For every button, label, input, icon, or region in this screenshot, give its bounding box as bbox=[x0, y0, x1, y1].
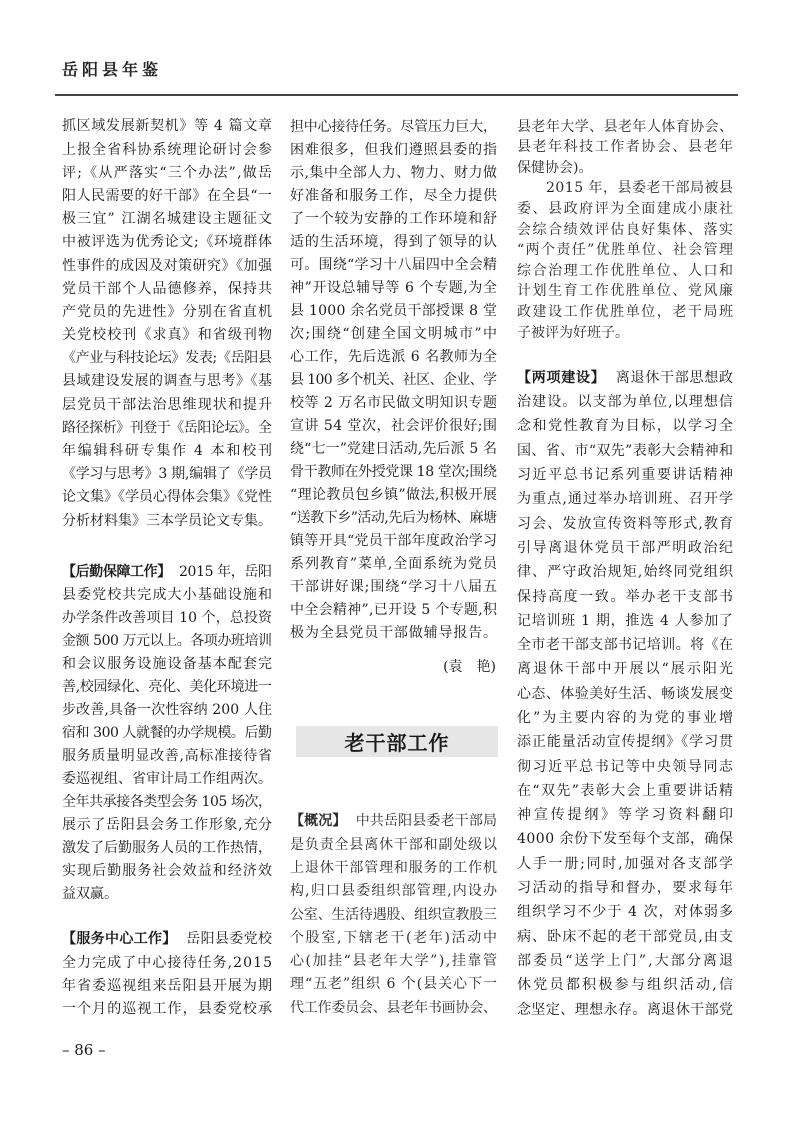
text-line bbox=[62, 837, 272, 860]
text-line bbox=[517, 585, 733, 609]
line-text: 保持高度一致。举办老干支部书 bbox=[517, 588, 735, 605]
text-line bbox=[517, 706, 736, 730]
text-line bbox=[517, 900, 733, 924]
line-text: 次;围绕“创建全国文明城市”中 bbox=[290, 325, 499, 342]
section-heading: 【后勤保障工作】 bbox=[62, 563, 171, 580]
text-line bbox=[62, 440, 272, 463]
text-line bbox=[517, 536, 733, 560]
text-line bbox=[517, 949, 736, 973]
line-text: 子被评为好班子。 bbox=[517, 324, 629, 341]
line-text: 上退休干部管理和服务的工作机 bbox=[290, 859, 498, 876]
line-text: 2015 年，县委老干部局被县 bbox=[517, 180, 734, 197]
text-line bbox=[62, 630, 272, 653]
line-text: 4000 余份下发至每个支部，确保 bbox=[517, 831, 734, 848]
text-line bbox=[517, 463, 733, 487]
text-line bbox=[517, 827, 733, 851]
line-text: 引导离退休党员干部严明政治纪 bbox=[517, 539, 735, 556]
text-block bbox=[62, 928, 272, 1021]
line-text: “理论教员包乡镇”做法,积极开展 bbox=[290, 486, 498, 503]
text-line bbox=[290, 904, 497, 927]
line-text: 县域建设发展的调查与思考》《基 bbox=[62, 373, 273, 390]
line-text: 县 1000 余名党员干部授课 8 堂 bbox=[290, 302, 498, 319]
line-text: 绕“七一”党建日活动,先后派 5 名 bbox=[290, 440, 498, 457]
line-text: 系列教育”菜单,全面系统为党员 bbox=[290, 555, 498, 572]
header-rule bbox=[55, 94, 738, 96]
line-text: 路径探析》刊登于《岳阳论坛》。全 bbox=[62, 419, 272, 436]
line-text: 添正能量活动宣传提纲》《学习贯 bbox=[517, 734, 734, 751]
line-text: 会综合绩效评估良好集体、落实 bbox=[517, 221, 735, 238]
text-line bbox=[62, 928, 272, 951]
text-line bbox=[62, 162, 272, 185]
line-text: 骨干教师在外授党课 18 堂次;围绕 bbox=[290, 463, 497, 480]
text-line bbox=[290, 927, 497, 950]
text-line bbox=[290, 997, 497, 1020]
text-line bbox=[62, 185, 272, 208]
text-line bbox=[62, 255, 272, 278]
text-line bbox=[290, 208, 497, 231]
line-text: 论文集》《学员心得体会集》《党性 bbox=[62, 489, 272, 506]
line-text: 关党校校刊《求真》和省级刊物 bbox=[62, 327, 274, 344]
text-line bbox=[517, 487, 733, 511]
text-line bbox=[62, 208, 272, 231]
text-line bbox=[62, 510, 272, 533]
text-line bbox=[62, 768, 272, 791]
text-line bbox=[517, 158, 733, 179]
text-line bbox=[62, 791, 272, 814]
author-credit: (袁 艳) bbox=[443, 659, 496, 675]
line-text: 理“五老”组织 6 个(县关心下一 bbox=[290, 976, 498, 993]
text-line bbox=[290, 857, 497, 880]
line-text: 在“双先”表彰大会上重要讲话精 bbox=[517, 782, 735, 799]
line-text: 金额 500 万元以上。各项办班培训 bbox=[62, 632, 272, 649]
line-text: 病、卧床不起的老干部党员,由支 bbox=[517, 928, 735, 945]
line-text: 是负责全县离休干部和副处级以 bbox=[290, 836, 498, 853]
line-text: 念坚定、理想永存。离退休干部党 bbox=[517, 1001, 734, 1018]
text-line bbox=[290, 392, 497, 415]
line-text: 产党员的先进性》分别在省直机 bbox=[62, 303, 274, 320]
line-text: 年编辑科研专集作 4 本和校刊 bbox=[62, 443, 274, 460]
text-line bbox=[290, 553, 497, 576]
text-line bbox=[517, 323, 733, 344]
text-line bbox=[62, 463, 272, 486]
text-line bbox=[290, 438, 497, 461]
line-text: 县 100 多个机关、社区、企业、学 bbox=[290, 371, 497, 388]
line-text: 记培训班 1 期，推选 4 人参加了 bbox=[517, 612, 734, 629]
line-text: 《学习与思考》3 期,编辑了《学员 bbox=[62, 466, 272, 483]
line-text: 休党员都积极参与组织活动,信 bbox=[517, 977, 736, 994]
text-line bbox=[62, 324, 272, 347]
line-text: 实现后勤服务社会效益和经济效 bbox=[62, 862, 274, 879]
text-line bbox=[62, 745, 272, 768]
line-text: 神宣传提纲》等学习资料翻印 bbox=[517, 807, 736, 824]
line-text: 代工作委员会、县老年书画协会、 bbox=[290, 999, 497, 1016]
line-text: 县老年大学、县老年人体育协会、 bbox=[517, 118, 734, 135]
text-line bbox=[290, 185, 497, 208]
text-line bbox=[517, 302, 733, 323]
text-line bbox=[62, 278, 272, 301]
line-text: 委、县政府评为全面建成小康社 bbox=[517, 201, 735, 218]
line-text: 彻习近平总书记等中央领导同志 bbox=[517, 758, 735, 775]
text-line bbox=[290, 346, 497, 369]
line-text: 习近平总书记系列重要讲话精神 bbox=[517, 467, 735, 484]
line-text: 干部讲好课;围绕“学习十八届五 bbox=[290, 578, 498, 595]
text-line bbox=[517, 755, 733, 779]
line-text: 2015 年，岳阳 bbox=[170, 563, 272, 580]
text-line bbox=[517, 366, 733, 390]
text-line bbox=[290, 507, 497, 530]
line-text: 一个月的巡视工作，县委党校承 bbox=[62, 1001, 274, 1018]
running-header-title: 岳阳县年鉴 bbox=[62, 60, 163, 79]
text-line bbox=[62, 676, 272, 699]
text-line bbox=[62, 115, 272, 138]
line-text: 神”开设总辅导等 6 个专题,为全 bbox=[290, 279, 498, 296]
text-line bbox=[62, 883, 272, 906]
text-line bbox=[290, 254, 497, 277]
line-text: 宿和 300 人就餐的办学规模。后勤 bbox=[62, 724, 272, 741]
line-text: 岳阳县委党校 bbox=[176, 931, 273, 948]
line-text: 习会、发放宣传资料等形式,教育 bbox=[517, 515, 735, 532]
line-text: 组织学习不少于 4 次，对体弱多 bbox=[517, 904, 735, 921]
section-heading: 【服务中心工作】 bbox=[62, 931, 177, 948]
line-text: 极为全县党员干部做辅导报告。 bbox=[290, 624, 498, 641]
line-text: 党员干部个人品德修养，保持共 bbox=[62, 280, 274, 297]
line-text: 计划生育工作优胜单位、党风廉 bbox=[517, 283, 735, 300]
line-text: 习活动的指导和督办，要求每年 bbox=[517, 880, 735, 897]
line-text: 上报全省科协系统理论研讨会参 bbox=[62, 141, 274, 158]
line-text: 政建设工作优胜单位，老干局班 bbox=[517, 304, 735, 321]
line-text: 步改善,具备一次性容纳 200 人住 bbox=[62, 701, 273, 718]
line-text: 困难很多，但我们遵照县委的指 bbox=[290, 141, 498, 158]
line-text: 公室、生活待遇股、组织宣教股三 bbox=[290, 906, 497, 923]
text-line bbox=[62, 860, 272, 883]
line-text: 部委员“送学上门”,大部分离退 bbox=[517, 952, 736, 969]
line-text: 心(加挂“县老年大学”),挂靠管 bbox=[290, 953, 499, 970]
line-text: 县老年科技工作者协会、县老年 bbox=[517, 139, 735, 156]
text-line bbox=[517, 178, 733, 199]
line-text: 性事件的成因及对策研究》《加强 bbox=[62, 257, 273, 274]
line-text: 宣讲 54 堂次，社会评价很好;围 bbox=[290, 417, 498, 434]
text-line bbox=[517, 199, 733, 220]
text-line bbox=[290, 484, 497, 507]
text-line bbox=[290, 576, 497, 599]
line-text: 展示了岳阳县会务工作形象,充分 bbox=[62, 816, 273, 833]
text-line bbox=[290, 300, 497, 323]
line-text: 人手一册;同时,加强对各支部学 bbox=[517, 855, 735, 872]
text-line bbox=[290, 415, 497, 438]
line-text: 了一个较为安静的工作环境和舒 bbox=[290, 210, 498, 227]
text-line bbox=[517, 240, 733, 261]
text-line bbox=[517, 560, 733, 584]
text-line bbox=[62, 653, 272, 676]
line-text: 心态、体验美好生活、畅谈发展变 bbox=[517, 685, 734, 702]
text-block bbox=[290, 810, 497, 1020]
line-text: 委巡视组、省审计局工作组两次。 bbox=[62, 770, 272, 787]
line-text: 办学条件改善项目 10 个，总投资 bbox=[62, 609, 273, 626]
text-line bbox=[62, 139, 272, 162]
text-line bbox=[517, 779, 733, 803]
text-line bbox=[517, 998, 733, 1022]
text-line bbox=[290, 880, 497, 903]
text-line bbox=[290, 810, 497, 833]
line-text: 律、严守政治规矩,始终同党组织 bbox=[517, 564, 735, 581]
text-line bbox=[62, 998, 272, 1021]
line-text: 分析材料集》三本学员论文专集。 bbox=[62, 512, 272, 529]
text-line bbox=[517, 220, 733, 241]
text-line bbox=[62, 301, 272, 324]
line-text: 为重点,通过举办培训班、召开学 bbox=[517, 491, 735, 508]
text-line bbox=[290, 231, 497, 254]
section-heading: 【两项建设】 bbox=[517, 369, 606, 386]
text-line bbox=[62, 952, 272, 975]
text-line bbox=[517, 117, 733, 138]
line-text: 中共岳阳县委老干部局 bbox=[346, 813, 498, 830]
text-line bbox=[290, 599, 497, 622]
line-text: 适的生活环境，得到了领导的认 bbox=[290, 233, 498, 250]
line-text: 中全会精神”,已开设 5 个专题,积 bbox=[290, 601, 498, 618]
text-line bbox=[517, 973, 736, 997]
line-text: 中被评选为优秀论文;《环境群体 bbox=[62, 234, 273, 251]
text-line bbox=[290, 950, 497, 973]
line-text: 可。围绕“学习十八届四中全会精 bbox=[290, 256, 498, 273]
text-line bbox=[517, 925, 733, 949]
text-line bbox=[517, 261, 733, 282]
line-text: 益双赢。 bbox=[62, 885, 118, 902]
text-line bbox=[290, 834, 497, 857]
line-text: “两个责任”优胜单位、社会管理 bbox=[517, 242, 735, 259]
text-line bbox=[290, 622, 497, 645]
text-line bbox=[517, 730, 733, 754]
line-text: 县委党校共完成大小基础设施和 bbox=[62, 586, 274, 603]
line-text: 极三宜” 江湖名城建设主题征文 bbox=[62, 211, 274, 228]
line-text: 层党员干部法治思维现状和提升 bbox=[62, 396, 274, 413]
text-line bbox=[290, 323, 497, 346]
line-text: 抓区域发展新契机》等 4 篇文章 bbox=[62, 118, 273, 135]
text-block bbox=[62, 115, 272, 532]
text-line bbox=[517, 633, 733, 657]
line-text: 和会议服务设施设备基本配套完 bbox=[62, 655, 274, 672]
text-line bbox=[517, 137, 733, 158]
line-text: 个股室,下辖老干(老年)活动中 bbox=[290, 929, 499, 946]
text-line bbox=[290, 162, 497, 185]
line-text: “送教下乡”活动,先后为杨林、麻塘 bbox=[290, 509, 497, 526]
text-line bbox=[290, 369, 497, 392]
line-text: 示,集中全部人力、物力、财力做 bbox=[290, 164, 498, 181]
line-text: 评;《从严落实“三个办法”,做岳 bbox=[62, 164, 274, 181]
text-line bbox=[62, 561, 272, 584]
text-line bbox=[517, 876, 733, 900]
line-text: 化”为主要内容的为党的事业增 bbox=[517, 710, 736, 726]
line-text: 综合治理工作优胜单位、人口和 bbox=[517, 262, 735, 279]
text-line bbox=[517, 512, 733, 536]
text-line bbox=[290, 530, 497, 553]
text-line bbox=[62, 394, 272, 417]
line-text: 激发了后勤服务人员的工作热情， bbox=[62, 839, 272, 856]
line-text: 年省委巡视组来岳阳县开展为期 bbox=[62, 977, 274, 994]
text-line bbox=[62, 370, 272, 393]
line-text: 心工作，先后选派 6 名教师为全 bbox=[290, 348, 498, 365]
text-line bbox=[62, 699, 272, 722]
text-line bbox=[62, 975, 272, 998]
page-number: – 86 – bbox=[62, 1041, 106, 1059]
line-text: 全年共承接各类型会务 105 场次， bbox=[62, 793, 272, 810]
text-line bbox=[290, 973, 497, 996]
text-line bbox=[517, 852, 733, 876]
line-text: 服务质量明显改善,高标准接待省 bbox=[62, 747, 273, 764]
text-line bbox=[517, 414, 733, 438]
line-text: 全市老干部支部书记培训。将《在 bbox=[517, 637, 734, 654]
section-banner bbox=[296, 726, 498, 757]
text-line bbox=[62, 607, 272, 630]
line-text: 全力完成了中心接待任务,2015 bbox=[62, 954, 274, 971]
line-text: 离退休干部中开展以“展示阳光 bbox=[517, 661, 736, 678]
line-text: 好准备和服务工作，尽全力提供 bbox=[290, 187, 498, 204]
text-block bbox=[517, 366, 736, 1022]
line-text: 离退休干部思想政 bbox=[605, 369, 734, 386]
text-line bbox=[62, 347, 272, 370]
text-line bbox=[62, 486, 272, 509]
text-line bbox=[62, 722, 272, 745]
text-block bbox=[517, 117, 733, 344]
text-line bbox=[62, 584, 272, 607]
line-text: 担中心接待任务。尽管压力巨大， bbox=[290, 118, 497, 135]
text-line bbox=[517, 657, 736, 681]
text-line bbox=[62, 814, 272, 837]
text-line bbox=[62, 231, 272, 254]
line-text: 镇等开具“党员干部年度政治学习 bbox=[290, 532, 498, 549]
text-line bbox=[517, 439, 733, 463]
text-line bbox=[290, 277, 497, 300]
text-line bbox=[290, 139, 497, 162]
line-text: 善,校园绿化、亮化、美化环境进一 bbox=[62, 678, 272, 695]
line-text: 保健协会)。 bbox=[517, 159, 593, 176]
line-text: 《产业与科技论坛》发表;《岳阳县 bbox=[62, 350, 272, 367]
line-text: 国、省、市“双先”表彰大会精神和 bbox=[517, 442, 734, 459]
line-text: 构,归口县委组织部管理,内设办 bbox=[290, 883, 499, 900]
section-heading: 【概况】 bbox=[290, 813, 347, 830]
text-line bbox=[517, 803, 736, 827]
text-line bbox=[517, 390, 733, 414]
line-text: 念和党性教育为目标，以学习全 bbox=[517, 418, 735, 435]
line-text: 治建设。以支部为单位,以理想信 bbox=[517, 394, 735, 411]
text-line bbox=[517, 281, 733, 302]
text-line bbox=[290, 461, 497, 484]
text-line bbox=[517, 682, 733, 706]
line-text: 阳人民需要的好干部》在全县“一 bbox=[62, 187, 273, 204]
text-block bbox=[290, 116, 497, 645]
section-banner-title: 老干部工作 bbox=[344, 731, 450, 755]
text-line bbox=[62, 417, 272, 440]
text-block bbox=[62, 561, 272, 906]
text-line bbox=[290, 116, 497, 139]
text-line bbox=[517, 609, 733, 633]
line-text: 校等 2 万名市民做文明知识专题 bbox=[290, 394, 498, 411]
